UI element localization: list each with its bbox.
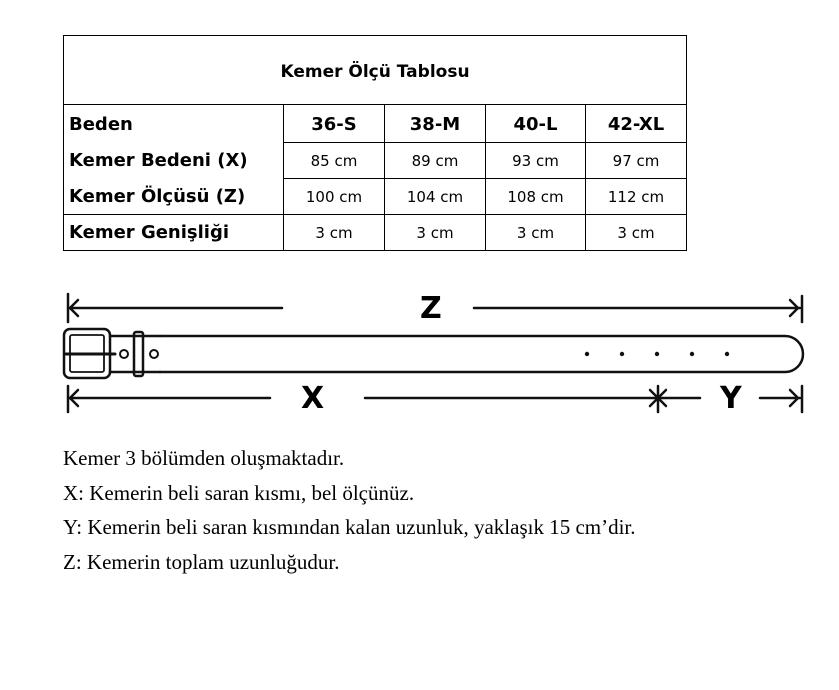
y-label: Y (720, 381, 742, 416)
z-label: Z (420, 291, 442, 326)
header-label: Beden (64, 105, 284, 143)
row-label: Kemer Genişliği (64, 215, 284, 251)
table-cell: 93 cm (486, 143, 586, 179)
table-header-row (64, 105, 687, 143)
x-label: X (301, 381, 325, 416)
table-cell: 3 cm (486, 215, 586, 251)
note-line: Z: Kemerin toplam uzunluğudur. (63, 549, 340, 574)
table-row (64, 215, 687, 251)
table-cell: 112 cm (586, 179, 687, 215)
size-chart-table (63, 35, 687, 251)
table-cell: 100 cm (284, 179, 385, 215)
table-row (64, 179, 687, 215)
table-cell: 108 cm (486, 179, 586, 215)
table-cell: 3 cm (586, 215, 687, 251)
belt-notes (63, 441, 636, 579)
table-cell: 97 cm (586, 143, 687, 179)
belt-hole-icon (585, 352, 729, 356)
size-header: 42-XL (586, 105, 687, 143)
size-header: 40-L (486, 105, 586, 143)
belt-diagram (60, 288, 820, 418)
size-header: 38-M (385, 105, 486, 143)
note-line: X: Kemerin beli saran kısmı, bel ölçünüz. (63, 480, 415, 505)
table-cell: 104 cm (385, 179, 486, 215)
table-cell: 89 cm (385, 143, 486, 179)
table-row (64, 143, 687, 179)
note-line: Kemer 3 bölümden oluşmaktadır. (63, 446, 345, 470)
row-label: Kemer Bedeni (X) (64, 143, 284, 179)
size-header: 36-S (284, 105, 385, 143)
table-cell: 3 cm (385, 215, 486, 251)
note-line: Y: Kemerin beli saran kısmından kalan uzunluk, yaklaşık 15 cm’dir. (63, 515, 636, 539)
table-cell: 85 cm (284, 143, 385, 179)
row-label: Kemer Ölçüsü (Z) (64, 179, 284, 215)
table-cell: 3 cm (284, 215, 385, 251)
table-title: Kemer Ölçü Tablosu (64, 36, 687, 105)
